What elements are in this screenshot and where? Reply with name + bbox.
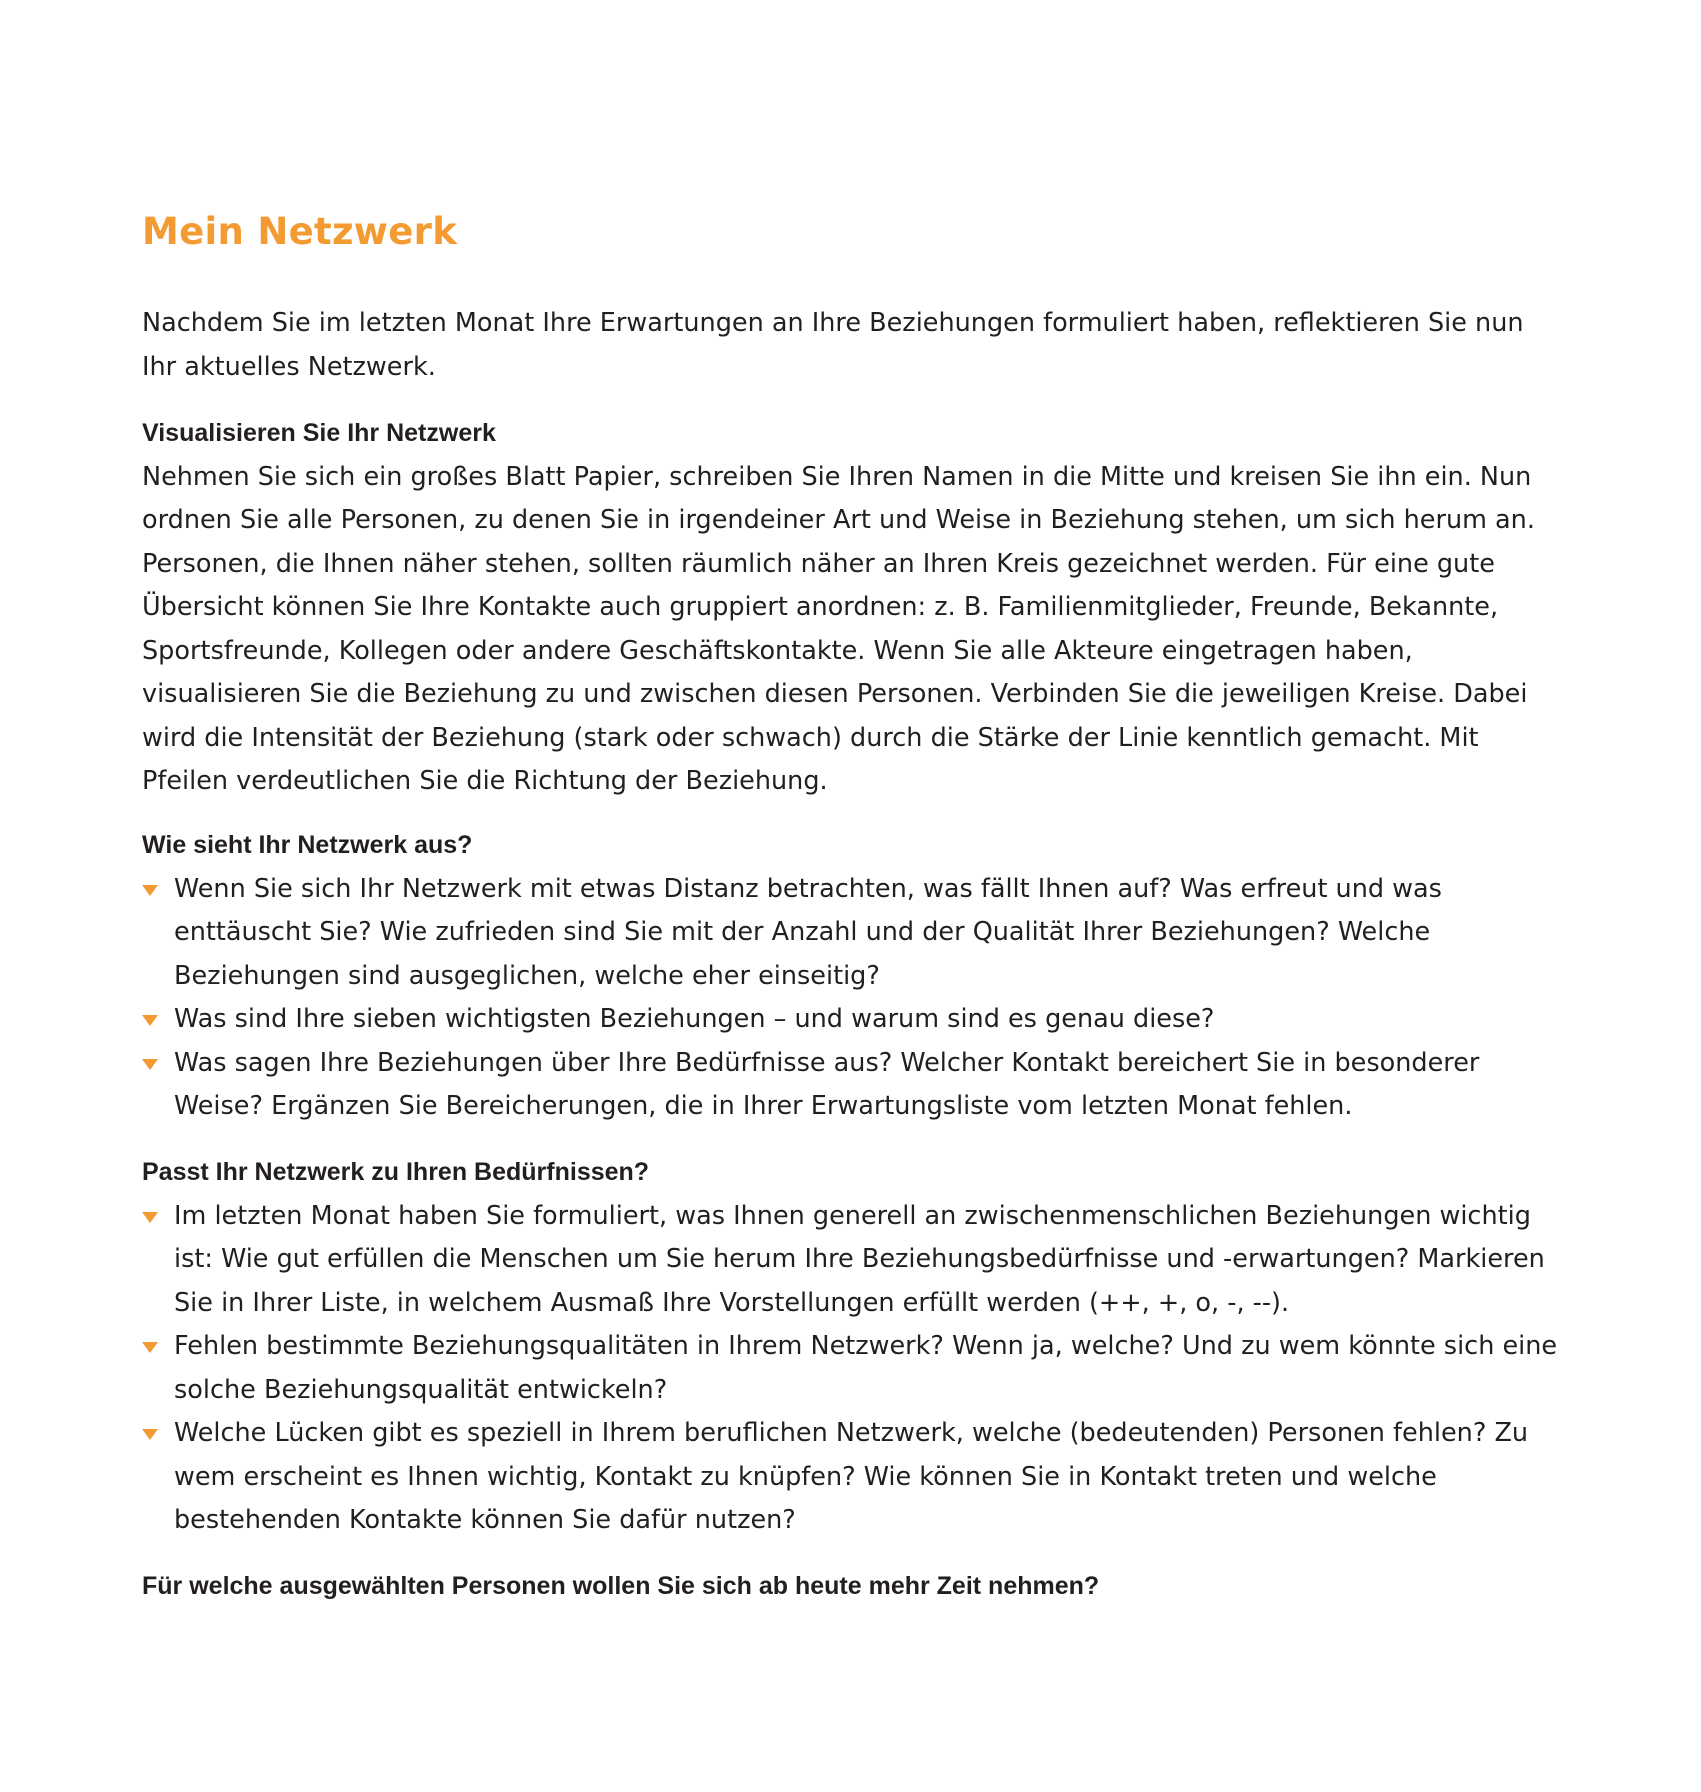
section-heading: Passt Ihr Netzwerk zu Ihren Bedürfnissen? xyxy=(142,1158,650,1186)
section-closing-question xyxy=(142,1565,1562,1609)
triangle-bullet-icon xyxy=(142,1015,158,1026)
page-title: Mein Netzwerk xyxy=(142,210,458,253)
list-item xyxy=(142,1195,1562,1326)
question-list xyxy=(142,868,1562,1129)
list-item xyxy=(142,1325,1562,1412)
closing-question: Für welche ausgewählten Personen wollen Sie sich ab heute mehr Zeit nehmen? xyxy=(142,1572,1100,1600)
question-list xyxy=(142,1195,1562,1543)
triangle-bullet-icon xyxy=(142,1059,158,1070)
section-body: Nehmen Sie sich ein großes Blatt Papier, schreiben Sie Ihren Namen in die Mitte und kreisen Sie ihn ein. Nun ordnen Sie alle Personen, zu denen Sie in irgendeiner Art und Weise in Beziehung stehen, um sich herum an. Personen, die Ihnen näher stehen, sollten räumlich näher an Ihren Kreis gezeichnet werden. Für eine gute Übersicht können Sie Ihre Kontakte auch gruppiert anordnen: z. B. Familienmitglieder, Freunde, Bekannte, Sportsfreunde, Kollegen oder andere Geschäftskontakte. Wenn Sie alle Akteure eingetragen haben, visualisieren Sie die Beziehung zu und zwischen diesen Personen. Verbinden Sie die jeweiligen Kreise. Dabei wird die Intensität der Beziehung (stark oder schwach) durch die Stärke der Linie kenntlich gemacht. Mit Pfeilen verdeutlichen Sie die Richtung der Beziehung. xyxy=(142,461,1535,796)
list-item-text: Im letzten Monat haben Sie formuliert, was Ihnen generell an zwischenmenschlichen Beziehungen wichtig ist: Wie gut erfüllen die Menschen um Sie herum Ihre Beziehungsbedürfnisse und -erwartungen? Markieren Sie in Ihrer Liste, in welchem Ausmaß Ihre Vorstellungen erfüllt werden (++, +, o, -, --). xyxy=(174,1200,1545,1318)
list-item-text: Was sagen Ihre Beziehungen über Ihre Bedürfnisse aus? Welcher Kontakt bereichert Sie in besonderer Weise? Ergänzen Sie Bereicherungen, die in Ihrer Erwartungsliste vom letzten Monat fehlen. xyxy=(174,1047,1480,1121)
triangle-bullet-icon xyxy=(142,1342,158,1353)
list-item xyxy=(142,868,1562,999)
list-item-text: Welche Lücken gibt es speziell in Ihrem beruflichen Netzwerk, welche (bedeutenden) Personen fehlen? Zu wem erscheint es Ihnen wichtig, Kontakt zu knüpfen? Wie können Sie in Kontakt treten und welche bestehenden Kontakte können Sie dafür nutzen? xyxy=(174,1418,1529,1535)
triangle-bullet-icon xyxy=(142,1429,158,1440)
triangle-bullet-icon xyxy=(142,1212,158,1223)
section-heading: Visualisieren Sie Ihr Netzwerk xyxy=(142,419,496,447)
section-heading: Wie sieht Ihr Netzwerk aus? xyxy=(142,831,473,859)
section-network-look xyxy=(142,824,1562,1129)
list-item xyxy=(142,998,1562,1042)
list-item xyxy=(142,1412,1562,1543)
list-item-text: Wenn Sie sich Ihr Netzwerk mit etwas Distanz betrachten, was fällt Ihnen auf? Was erfreut und was enttäuscht Sie? Wie zufrieden sind Sie mit der Anzahl und der Qualität Ihrer Beziehungen? Welche Beziehungen sind ausgeglichen, welche eher einseitig? xyxy=(174,873,1442,991)
list-item-text: Fehlen bestimmte Beziehungsqualitäten in Ihrem Netzwerk? Wenn ja, welche? Und zu wem könnte sich eine solche Beziehungsqualität entwickeln? xyxy=(174,1331,1558,1405)
list-item xyxy=(142,1042,1562,1129)
section-visualize xyxy=(142,412,1562,804)
section-needs-fit xyxy=(142,1151,1562,1543)
list-item-text: Was sind Ihre sieben wichtigsten Beziehungen – und warum sind es genau diese? xyxy=(174,1004,1215,1034)
triangle-bullet-icon xyxy=(142,885,158,896)
intro-paragraph: Nachdem Sie im letzten Monat Ihre Erwartungen an Ihre Beziehungen formuliert haben, reflektieren Sie nun Ihr aktuelles Netzwerk. xyxy=(142,308,1524,382)
